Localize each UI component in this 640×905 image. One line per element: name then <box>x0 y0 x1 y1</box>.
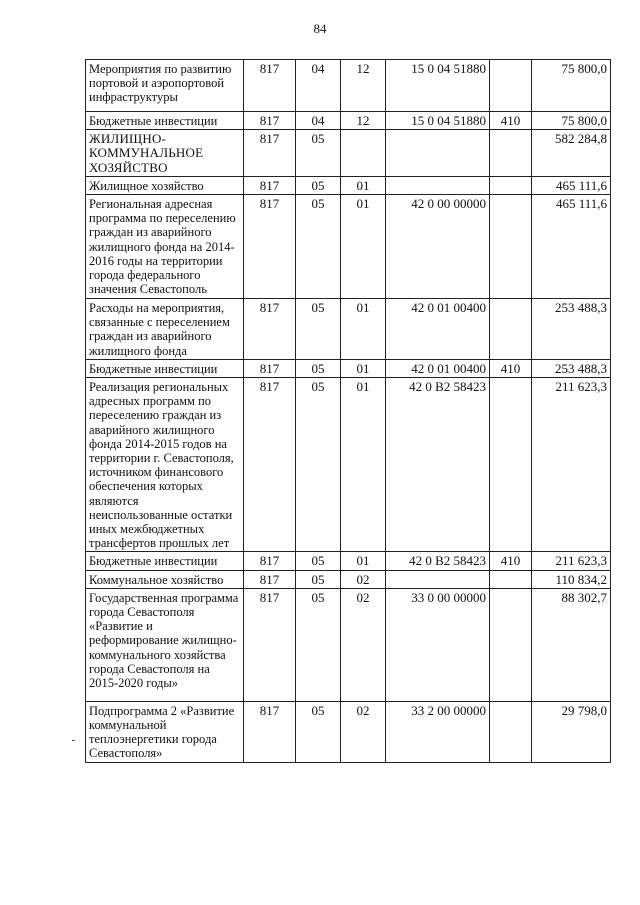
row-amount-cell: 465 111,6 <box>532 176 611 194</box>
row-ministry-cell: 817 <box>244 701 296 762</box>
table-row <box>86 176 611 194</box>
row-section-cell: 05 <box>296 176 341 194</box>
row-expense-type-cell: 410 <box>490 552 532 570</box>
row-name-cell: Реализация региональных адресных программ по переселению граждан из аварийного жилищного фонда 2014-2015 годов на территории г. Севастополя, источником финансового обеспечения которых являются неиспользованные остатки иных межбюджетных трансфертов прошлых лет <box>86 378 244 552</box>
row-section-cell: 05 <box>296 378 341 552</box>
row-section-cell: 05 <box>296 130 341 177</box>
row-target-cell: 33 2 00 00000 <box>386 701 490 762</box>
row-amount-cell: 29 798,0 <box>532 701 611 762</box>
row-ministry-cell: 817 <box>244 378 296 552</box>
row-name-cell: Подпрограмма 2 «Развитие коммунальной теплоэнергетики города Севастополя» <box>86 701 244 762</box>
row-section-cell: 04 <box>296 60 341 112</box>
row-amount-cell: 88 302,7 <box>532 588 611 701</box>
row-ministry-cell: 817 <box>244 130 296 177</box>
table-row <box>86 552 611 570</box>
table-row <box>86 378 611 552</box>
row-target-cell <box>386 176 490 194</box>
row-amount-cell: 75 800,0 <box>532 112 611 130</box>
scan-artifact <box>72 740 75 741</box>
table-row <box>86 112 611 130</box>
row-ministry-cell: 817 <box>244 112 296 130</box>
row-expense-type-cell <box>490 588 532 701</box>
row-amount-cell: 253 488,3 <box>532 299 611 360</box>
row-section-cell: 05 <box>296 701 341 762</box>
row-name-cell: ЖИЛИЩНО-КОММУНАЛЬНОЕ ХОЗЯЙСТВО <box>86 130 244 177</box>
table-row <box>86 60 611 112</box>
row-amount-cell: 110 834,2 <box>532 570 611 588</box>
row-ministry-cell: 817 <box>244 570 296 588</box>
row-expense-type-cell <box>490 701 532 762</box>
row-expense-type-cell <box>490 299 532 360</box>
row-name-cell: Жилищное хозяйство <box>86 176 244 194</box>
row-subsection-cell: 02 <box>341 570 386 588</box>
table-row <box>86 359 611 377</box>
row-subsection-cell: 02 <box>341 701 386 762</box>
row-name-cell: Бюджетные инвестиции <box>86 359 244 377</box>
row-subsection-cell <box>341 130 386 177</box>
row-expense-type-cell <box>490 60 532 112</box>
row-amount-cell: 582 284,8 <box>532 130 611 177</box>
row-section-cell: 05 <box>296 570 341 588</box>
row-name-cell: Бюджетные инвестиции <box>86 552 244 570</box>
budget-table-body <box>86 60 611 763</box>
table-row <box>86 195 611 299</box>
row-section-cell: 05 <box>296 588 341 701</box>
row-ministry-cell: 817 <box>244 588 296 701</box>
row-target-cell: 42 0 B2 58423 <box>386 552 490 570</box>
row-expense-type-cell <box>490 378 532 552</box>
table-row <box>86 588 611 701</box>
row-target-cell: 42 0 B2 58423 <box>386 378 490 552</box>
page-number: 84 <box>313 21 327 36</box>
table-row <box>86 130 611 177</box>
row-name-cell: Государственная программа города Севастополя «Развитие и реформирование жилищно-коммунального хозяйства города Севастополя на 2015-2020 годы» <box>86 588 244 701</box>
row-expense-type-cell <box>490 130 532 177</box>
row-subsection-cell: 01 <box>341 378 386 552</box>
row-section-cell: 05 <box>296 359 341 377</box>
row-expense-type-cell: 410 <box>490 359 532 377</box>
table-row <box>86 570 611 588</box>
row-target-cell <box>386 130 490 177</box>
row-name-cell: Коммунальное хозяйство <box>86 570 244 588</box>
row-section-cell: 04 <box>296 112 341 130</box>
row-section-cell: 05 <box>296 299 341 360</box>
row-ministry-cell: 817 <box>244 176 296 194</box>
row-expense-type-cell <box>490 176 532 194</box>
row-amount-cell: 211 623,3 <box>532 552 611 570</box>
row-target-cell: 42 0 01 00400 <box>386 359 490 377</box>
row-subsection-cell: 01 <box>341 552 386 570</box>
row-expense-type-cell <box>490 195 532 299</box>
row-target-cell: 33 0 00 00000 <box>386 588 490 701</box>
row-target-cell: 42 0 00 00000 <box>386 195 490 299</box>
row-subsection-cell: 12 <box>341 60 386 112</box>
row-expense-type-cell: 410 <box>490 112 532 130</box>
row-ministry-cell: 817 <box>244 60 296 112</box>
row-target-cell <box>386 570 490 588</box>
row-target-cell: 15 0 04 51880 <box>386 60 490 112</box>
row-subsection-cell: 01 <box>341 299 386 360</box>
row-subsection-cell: 01 <box>341 195 386 299</box>
row-target-cell: 15 0 04 51880 <box>386 112 490 130</box>
row-subsection-cell: 12 <box>341 112 386 130</box>
row-name-cell: Расходы на мероприятия, связанные с переселением граждан из аварийного жилищного фонда <box>86 299 244 360</box>
row-section-cell: 05 <box>296 195 341 299</box>
row-amount-cell: 211 623,3 <box>532 378 611 552</box>
budget-table <box>85 59 611 763</box>
row-name-cell: Региональная адресная программа по переселению граждан из аварийного жилищного фонда на 2014-2016 годы на территории города федерального значения Севастополь <box>86 195 244 299</box>
table-row <box>86 299 611 360</box>
row-section-cell: 05 <box>296 552 341 570</box>
row-amount-cell: 253 488,3 <box>532 359 611 377</box>
row-expense-type-cell <box>490 570 532 588</box>
row-amount-cell: 75 800,0 <box>532 60 611 112</box>
row-amount-cell: 465 111,6 <box>532 195 611 299</box>
row-subsection-cell: 02 <box>341 588 386 701</box>
row-ministry-cell: 817 <box>244 195 296 299</box>
row-subsection-cell: 01 <box>341 176 386 194</box>
table-row <box>86 701 611 762</box>
row-name-cell: Бюджетные инвестиции <box>86 112 244 130</box>
row-ministry-cell: 817 <box>244 552 296 570</box>
row-subsection-cell: 01 <box>341 359 386 377</box>
row-name-cell: Мероприятия по развитию портовой и аэропортовой инфраструктуры <box>86 60 244 112</box>
row-target-cell: 42 0 01 00400 <box>386 299 490 360</box>
row-ministry-cell: 817 <box>244 359 296 377</box>
row-ministry-cell: 817 <box>244 299 296 360</box>
